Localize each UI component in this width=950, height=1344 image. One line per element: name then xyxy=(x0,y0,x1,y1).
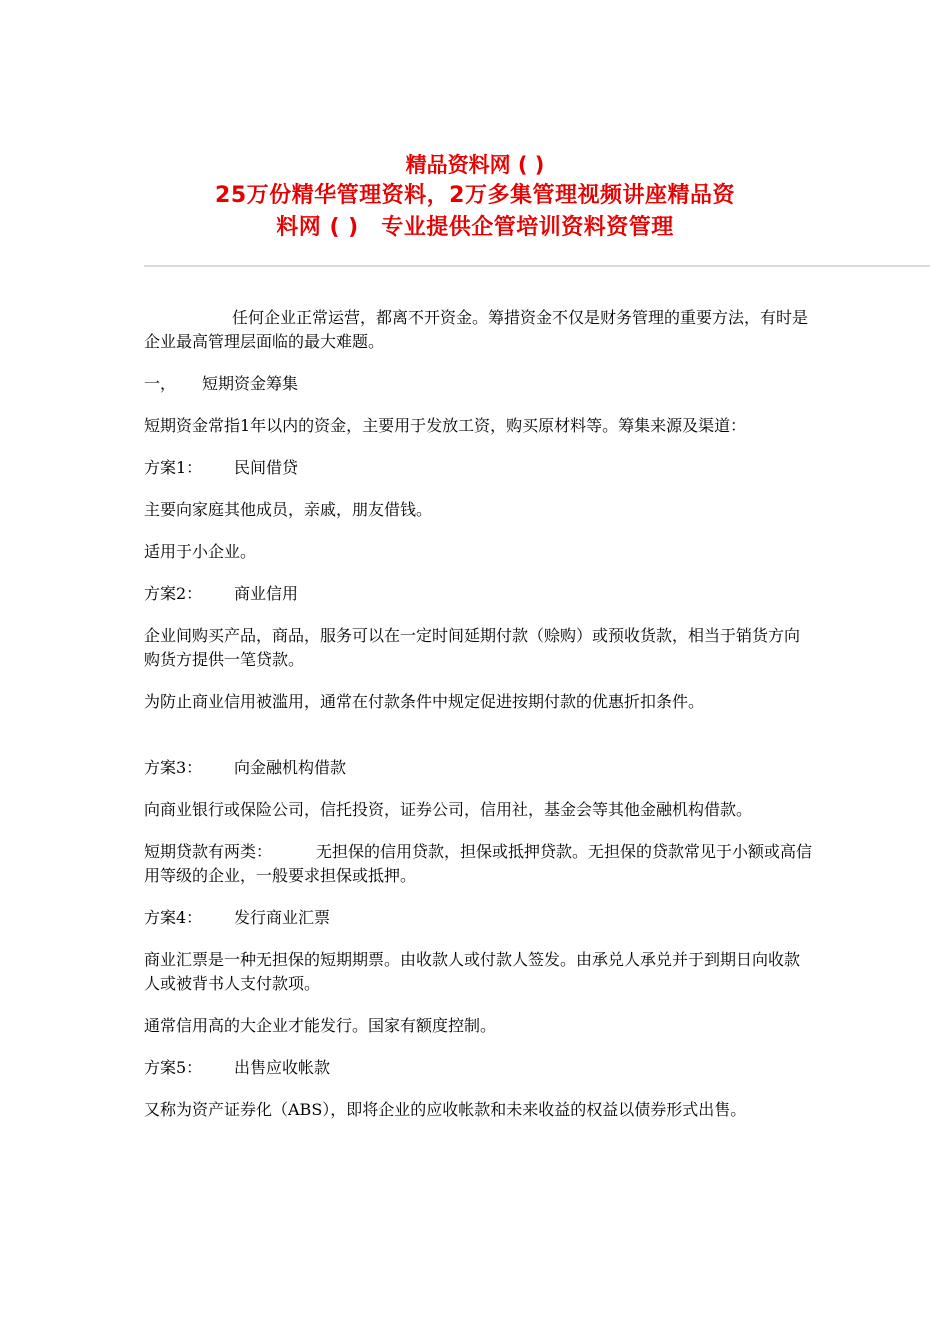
section-description: 短期资金常指1年以内的资金，主要用于发放工资，购买原材料等。筹集来源及渠道： xyxy=(144,416,747,435)
plan-3-paragraph: 向商业银行或保险公司，信托投资，证券公司，信用社，基金会等其他金融机构借款。 xyxy=(144,800,753,819)
plan-2-title: 商业信用 xyxy=(234,584,299,603)
header-subtitle-line1: 25万份精华管理资料，2万多集管理视频讲座精品资 xyxy=(215,183,735,208)
intro-paragraph: 任何企业正常运营，都离不开资金。筹措资金不仅是财务管理的重要方法，有时是企业最高管理层面临的最大难题。 xyxy=(144,308,809,351)
plan-5-heading xyxy=(144,1056,812,1080)
plan-4-paragraph: 商业汇票是一种无担保的短期期票。由收款人或付款人签发。由承兑人承兑并于到期日向收款人或被背书人支付款项。 xyxy=(144,950,801,993)
plan-4-note: 通常信用高的大企业才能发行。国家有额度控制。 xyxy=(144,1016,497,1035)
plan-1-title: 民间借贷 xyxy=(234,458,299,477)
plan-3-loan-types-label: 短期贷款有两类： xyxy=(144,842,273,861)
plan-2-note: 为防止商业信用被滥用，通常在付款条件中规定促进按期付款的优惠折扣条件。 xyxy=(144,692,705,711)
plan-1-note: 适用于小企业。 xyxy=(144,542,257,561)
plan-3-label: 方案3： xyxy=(144,758,203,777)
plan-3-loan-types-text: 无担保的信用贷款，担保或抵押贷款。无担保的贷款常见于小额或高信用等级的企业，一般要求担保或抵押。 xyxy=(144,842,813,885)
plan-2-heading xyxy=(144,582,812,606)
plan-4-label: 方案4： xyxy=(144,908,203,927)
plan-3-title: 向金融机构借款 xyxy=(234,758,347,777)
plan-1-heading xyxy=(144,456,812,480)
plan-5-label: 方案5： xyxy=(144,1058,203,1077)
header-subtitle-line2: 料网 ( ) 专业提供企管培训资料资管理 xyxy=(276,215,674,240)
plan-5-title: 出售应收帐款 xyxy=(234,1058,331,1077)
plan-4-heading xyxy=(144,906,812,930)
document-header xyxy=(120,150,830,244)
plan-3-heading xyxy=(144,756,812,780)
document-body xyxy=(144,306,812,1122)
header-title: 精品资料网 ( ) xyxy=(405,153,545,177)
plan-5-paragraph: 又称为资产证券化（ABS），即将企业的应收帐款和未来收益的权益以债券形式出售。 xyxy=(144,1100,747,1119)
section-number: 一， xyxy=(144,374,177,393)
plan-3-loan-types xyxy=(144,840,812,888)
plan-1-paragraph: 主要向家庭其他成员，亲戚，朋友借钱。 xyxy=(144,500,433,519)
section-heading xyxy=(144,372,812,396)
header-divider xyxy=(144,265,930,267)
plan-1-label: 方案1： xyxy=(144,458,203,477)
plan-4-title: 发行商业汇票 xyxy=(234,908,331,927)
plan-2-paragraph: 企业间购买产品，商品，服务可以在一定时间延期付款（赊购）或预收货款，相当于销货方向购货方提供一笔贷款。 xyxy=(144,626,801,669)
plan-2-label: 方案2： xyxy=(144,584,203,603)
section-title: 短期资金筹集 xyxy=(202,374,299,393)
